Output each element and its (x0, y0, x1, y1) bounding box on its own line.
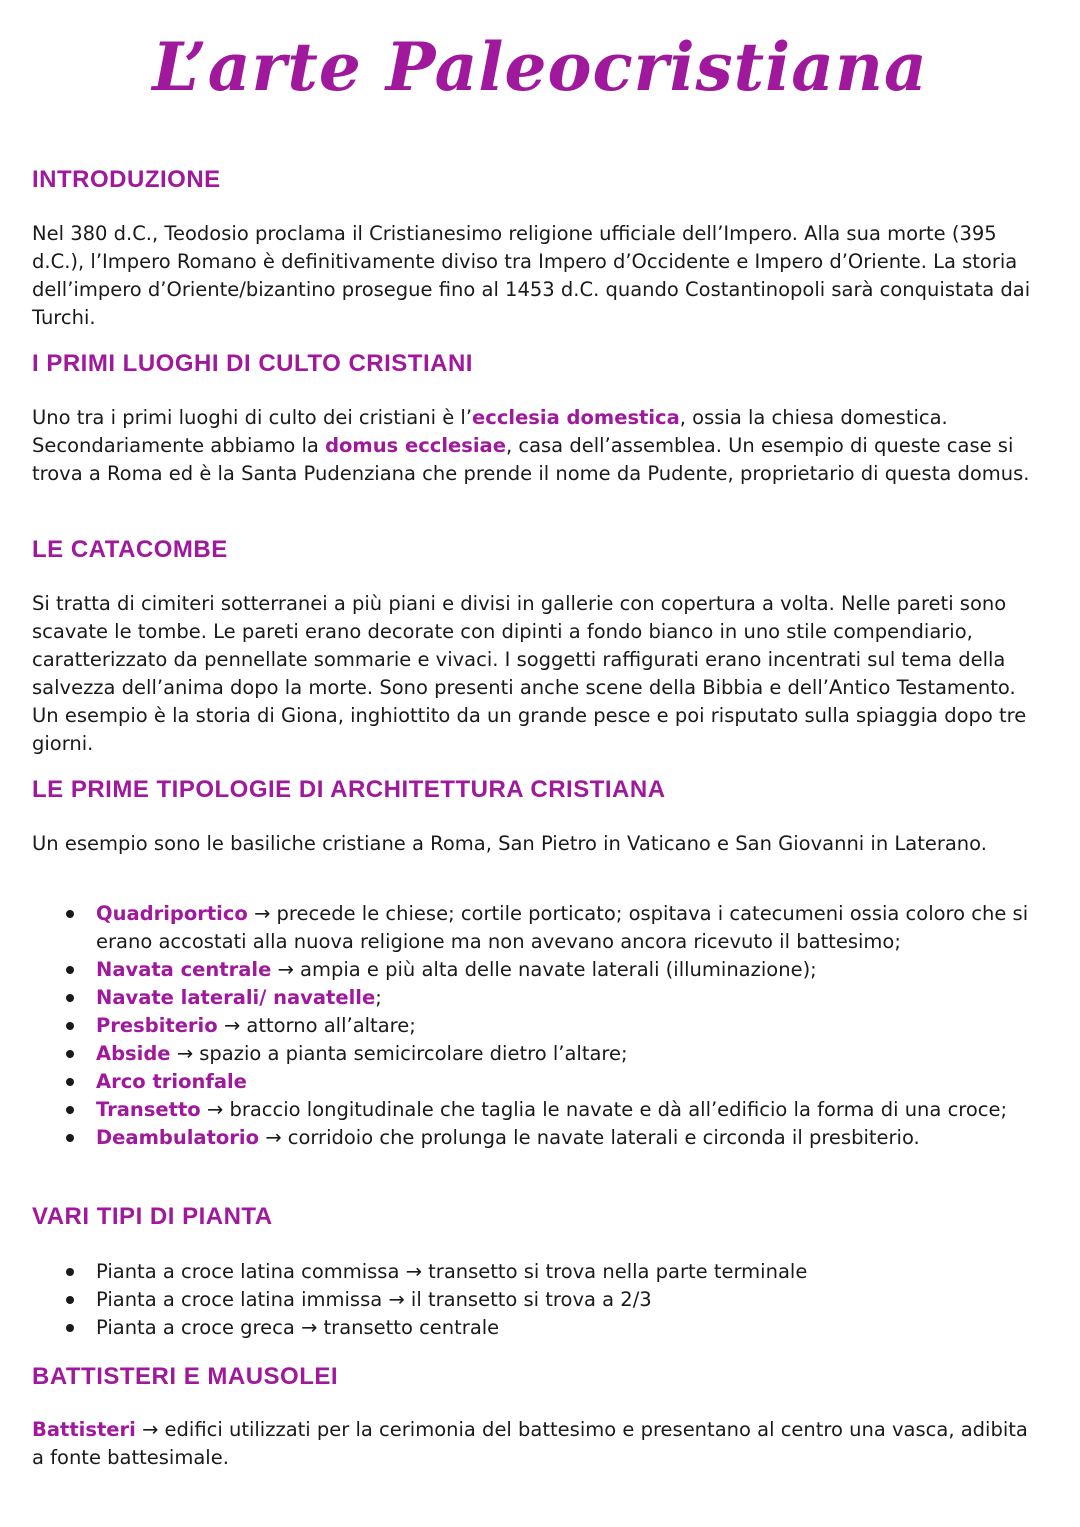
architettura-list (60, 900, 1035, 1152)
list-term: Transetto (96, 1098, 201, 1121)
bullet-icon (66, 910, 74, 918)
bullet-icon (66, 1106, 74, 1114)
architettura-paragraph: Un esempio sono le basiliche cristiane a Roma, San Pietro in Vaticano e San Giovanni in Laterano. (32, 832, 987, 855)
list-item (60, 1068, 1035, 1096)
list-text: Pianta a croce latina immissa → il transetto si trova a 2/3 (96, 1288, 652, 1311)
culto-text-3: , casa dell’assemblea. Un esempio di queste case si trova a Roma ed è la Santa Pudenziana che prende il nome da Pudente, proprietario di questa domus. (32, 434, 1030, 485)
list-item (60, 1124, 1035, 1152)
list-desc: → attorno all’altare; (217, 1014, 416, 1037)
term-battisteri: Battisteri (32, 1418, 136, 1441)
bullet-icon (66, 1050, 74, 1058)
battisteri-paragraph (32, 1416, 1042, 1472)
heading-catacombe: LE CATACOMBE (32, 536, 228, 563)
list-term: Deambulatorio (96, 1126, 259, 1149)
catacombe-paragraph: Si tratta di cimiteri sotterranei a più piani e divisi in gallerie con copertura a volta. Nelle pareti sono scavate le tombe. Le pareti erano decorate con dipinti a fondo bianco in uno stile compendiario, caratterizzato da pennellate sommarie e vivaci. I soggetti raffigurati erano incentrati sul tema della salvezza dell’anima dopo la morte. Sono presenti anche scene della Bibbia e dell’Antico Testamento. Un esempio è la storia di Giona, inghiottito da un grande pesce e poi risputato sulla spiaggia dopo tre giorni. (32, 592, 1027, 755)
heading-introduzione: INTRODUZIONE (32, 166, 221, 193)
list-term: Navate laterali/ navatelle (96, 986, 376, 1009)
page-title: L’arte Paleocristiana (152, 28, 928, 106)
list-item (60, 956, 1035, 984)
heading-luoghi-di-culto: I PRIMI LUOGHI DI CULTO CRISTIANI (32, 350, 473, 377)
bullet-icon (66, 1296, 74, 1304)
battisteri-text: → edifici utilizzati per la cerimonia del battesimo e presentano al centro una vasca, adibita a fonte battesimale. (32, 1418, 1028, 1469)
list-desc: → spazio a pianta semicircolare dietro l’altare; (170, 1042, 628, 1065)
bullet-icon (66, 966, 74, 974)
list-item (60, 1040, 1035, 1068)
list-term: Arco trionfale (96, 1070, 247, 1093)
culto-paragraph (32, 404, 1042, 488)
list-item (60, 1286, 1035, 1314)
list-item (60, 1096, 1035, 1124)
term-ecclesia-domestica: ecclesia domestica (472, 406, 680, 429)
list-term: Navata centrale (96, 958, 272, 981)
list-item (60, 984, 1035, 1012)
list-desc: → braccio longitudinale che taglia le navate e dà all’edificio la forma di una croce; (200, 1098, 1008, 1121)
heading-architettura: LE PRIME TIPOLOGIE DI ARCHITETTURA CRISTIANA (32, 776, 666, 803)
list-desc: → corridoio che prolunga le navate laterali e circonda il presbiterio. (259, 1126, 920, 1149)
list-term: Presbiterio (96, 1014, 218, 1037)
list-item (60, 1012, 1035, 1040)
list-text: Pianta a croce latina commissa → transetto si trova nella parte terminale (96, 1260, 808, 1283)
list-desc: → ampia e più alta delle navate laterali (illuminazione); (271, 958, 817, 981)
list-item (60, 1314, 1035, 1342)
list-desc: ; (375, 986, 382, 1009)
culto-text-1: Uno tra i primi luoghi di culto dei cristiani è l’ (32, 406, 473, 429)
list-term: Quadriportico (96, 902, 248, 925)
list-item (60, 1258, 1035, 1286)
pianta-list (60, 1258, 1035, 1342)
heading-battisteri: BATTISTERI E MAUSOLEI (32, 1363, 339, 1390)
heading-tipi-di-pianta: VARI TIPI DI PIANTA (32, 1203, 273, 1230)
list-item (60, 900, 1035, 956)
list-text: Pianta a croce greca → transetto centrale (96, 1316, 500, 1339)
culto-text-2: , ossia la chiesa domestica. Secondariamente abbiamo la (32, 406, 948, 457)
term-domus-ecclesiae: domus ecclesiae (325, 434, 506, 457)
bullet-icon (66, 1078, 74, 1086)
bullet-icon (66, 994, 74, 1002)
bullet-icon (66, 1134, 74, 1142)
bullet-icon (66, 1022, 74, 1030)
list-desc: → precede le chiese; cortile porticato; ospitava i catecumeni ossia coloro che si erano accostati alla nuova religione ma non avevano ancora ricevuto il battesimo; (96, 902, 1029, 953)
intro-paragraph: Nel 380 d.C., Teodosio proclama il Cristianesimo religione ufficiale dell’Impero. Alla sua morte (395 d.C.), l’Impero Romano è definitivamente diviso tra Impero d’Occidente e Impero d’Oriente. La storia dell’impero d’Oriente/bizantino prosegue fino al 1453 d.C. quando Costantinopoli sarà conquistata dai Turchi. (32, 222, 1031, 329)
bullet-icon (66, 1268, 74, 1276)
bullet-icon (66, 1324, 74, 1332)
list-term: Abside (96, 1042, 171, 1065)
